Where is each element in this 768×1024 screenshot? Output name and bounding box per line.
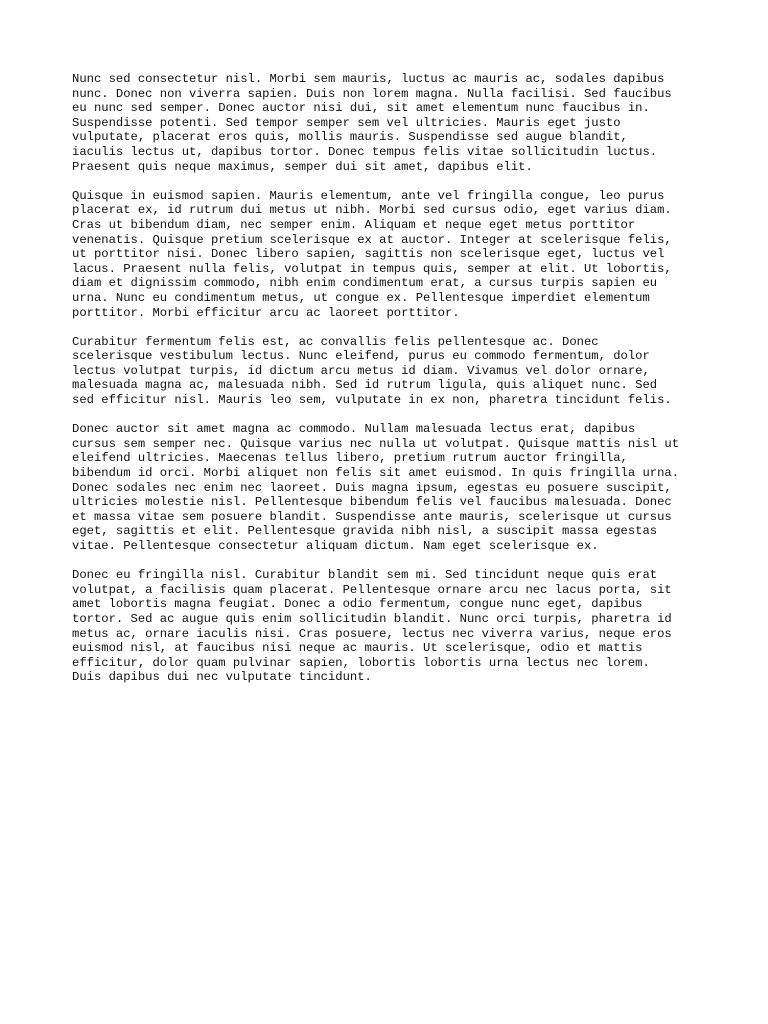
document-page — [72, 72, 702, 700]
paragraph-2: Quisque in euismod sapien. Mauris elementum, ante vel fringilla congue, leo purus placerat ex, id rutrum dui metus ut nibh. Morbi sed cursus odio, eget varius diam. Cras ut bibendum diam, nec semper enim. Aliquam et neque eget metus porttitor venenatis. Quisque pretium scelerisque ex at auctor. Integer at scelerisque felis, ut porttitor nisi. Donec libero sapien, sagittis non scelerisque eget, luctus vel lacus. Praesent nulla felis, volutpat in tempus quis, semper at elit. Ut lobortis, diam et dignissim commodo, nibh enim condimentum erat, a cursus turpis sapien eu urna. Nunc eu condimentum metus, ut congue ex. Pellentesque imperdiet elementum porttitor. Morbi efficitur arcu ac laoreet porttitor. — [72, 188, 672, 320]
paragraph-3: Curabitur fermentum felis est, ac convallis felis pellentesque ac. Donec scelerisque vestibulum lectus. Nunc eleifend, purus eu commodo fermentum, dolor lectus volutpat turpis, id dictum arcu metus id diam. Vivamus vel dolor ornare, malesuada magna ac, malesuada nibh. Sed id rutrum ligula, quis aliquet nunc. Sed sed efficitur nisl. Mauris leo sem, vulputate in ex non, pharetra tincidunt felis. — [72, 334, 672, 408]
paragraph-4: Donec auctor sit amet magna ac commodo. Nullam malesuada lectus erat, dapibus cursus sem semper nec. Quisque varius nec nulla ut volutpat. Quisque mattis nisl ut eleifend ultricies. Maecenas tellus libero, pretium rutrum auctor fringilla, bibendum id orci. Morbi aliquet non felis sit amet euismod. In quis fringilla urna. Donec sodales nec enim nec laoreet. Duis magna ipsum, egestas eu posuere suscipit, ultricies molestie nisl. Pellentesque bibendum felis vel faucibus malesuada. Donec et massa vitae sem posuere blandit. Suspendisse ante mauris, scelerisque ut cursus eget, sagittis et elit. Pellentesque gravida nibh nisl, a suscipit massa egestas vitae. Pellentesque consectetur aliquam dictum. Nam eget scelerisque ex. — [72, 422, 680, 553]
paragraph-1: Nunc sed consectetur nisl. Morbi sem mauris, luctus ac mauris ac, sodales dapibus nunc. Donec non viverra sapien. Duis non lorem magna. Nulla facilisi. Sed faucibus eu nunc sed semper. Donec auctor nisi dui, sit amet elementum nunc faucibus in. Suspendisse potenti. Sed tempor semper sem vel ultricies. Mauris eget justo vulputate, placerat eros quis, mollis mauris. Suspendisse sed augue blandit, iaculis lectus ut, dapibus tortor. Donec tempus felis vitae sollicitudin luctus. Praesent quis neque maximus, semper dui sit amet, dapibus elit. — [72, 72, 672, 174]
paragraph-5: Donec eu fringilla nisl. Curabitur blandit sem mi. Sed tincidunt neque quis erat volutpat, a facilisis quam placerat. Pellentesque ornare arcu nec lacus porta, sit amet lobortis magna feugiat. Donec a odio fermentum, congue nunc eget, dapibus tortor. Sed ac augue quis enim sollicitudin blandit. Nunc orci turpis, pharetra id metus ac, ornare iaculis nisi. Cras posuere, lectus nec viverra varius, neque eros euismod nisl, at faucibus nisi neque ac mauris. Ut scelerisque, odio et mattis efficitur, dolor quam pulvinar sapien, lobortis lobortis urna lectus nec lorem. Duis dapibus dui nec vulputate tincidunt. — [72, 568, 672, 685]
